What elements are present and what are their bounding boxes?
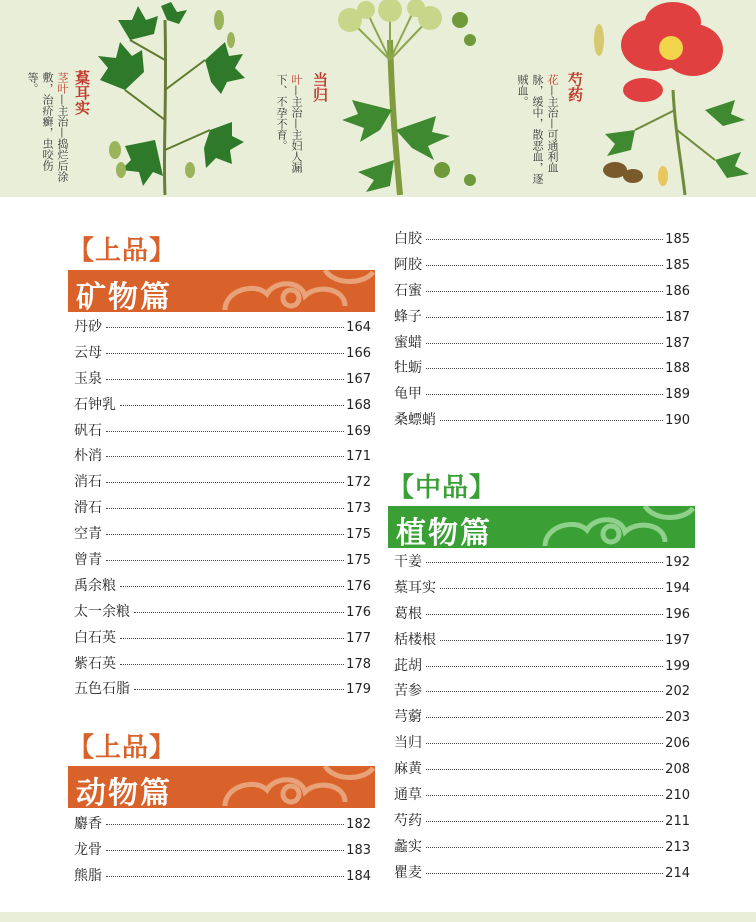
toc-entry-page: 175 <box>346 527 371 543</box>
angelica-illustration <box>330 0 490 197</box>
toc-list-animals <box>74 813 371 891</box>
toc-entry-name: 通草 <box>394 787 422 804</box>
toc-entry[interactable] <box>394 603 690 629</box>
toc-entry-page: 197 <box>665 632 690 648</box>
toc-entry-name: 桑螵蛸 <box>394 412 436 429</box>
toc-entry-page: 213 <box>665 839 690 855</box>
toc-leader-dots <box>426 614 663 615</box>
footer-band <box>0 912 756 922</box>
toc-list-animals-continued <box>394 228 690 435</box>
toc-entry[interactable] <box>74 627 371 653</box>
peony-illustration <box>585 0 756 197</box>
toc-entry-page: 196 <box>665 606 690 622</box>
chapter-header-minerals <box>68 270 375 312</box>
toc-entry[interactable] <box>394 228 690 254</box>
toc-entry-page: 177 <box>346 630 371 646</box>
toc-entry[interactable] <box>74 471 371 497</box>
toc-entry[interactable] <box>74 575 371 601</box>
toc-entry-name: 太一余粮 <box>74 603 130 620</box>
toc-entry-name: 龟甲 <box>394 386 422 403</box>
cloud-pattern-icon <box>205 766 375 808</box>
toc-entry-name: 五色石脂 <box>74 681 130 698</box>
toc-leader-dots <box>106 508 344 509</box>
grade-label <box>388 467 496 504</box>
toc-entry[interactable] <box>394 706 690 732</box>
toc-leader-dots <box>426 265 663 266</box>
toc-leader-dots <box>426 691 663 692</box>
plant1-part: 茎叶 <box>56 72 69 94</box>
toc-entry-page: 184 <box>346 868 371 884</box>
toc-entry[interactable] <box>394 862 690 888</box>
toc-entry-page: 208 <box>665 762 690 778</box>
toc-leader-dots <box>134 689 344 690</box>
toc-entry[interactable] <box>394 551 690 577</box>
toc-leader-dots <box>106 534 344 535</box>
toc-entry-page: 175 <box>346 553 371 569</box>
toc-entry-page: 187 <box>665 335 690 351</box>
toc-leader-dots <box>426 743 663 744</box>
toc-entry-page: 185 <box>665 257 690 273</box>
grade-label <box>68 230 176 267</box>
plant2-title: 当归 <box>311 72 329 102</box>
toc-entry-name: 麻黄 <box>394 761 422 778</box>
chapter-title: 动物篇 <box>76 776 172 808</box>
toc-entry[interactable] <box>74 601 371 627</box>
cocklebur-illustration <box>95 0 245 197</box>
toc-entry[interactable] <box>394 784 690 810</box>
toc-leader-dots <box>106 560 344 561</box>
toc-leader-dots <box>426 821 663 822</box>
toc-entry-name: 牡蛎 <box>394 360 422 377</box>
toc-leader-dots <box>120 638 344 639</box>
toc-entry-page: 167 <box>346 371 371 387</box>
toc-entry-name: 石蜜 <box>394 282 422 299</box>
toc-leader-dots <box>426 239 663 240</box>
toc-entry-name: 苦参 <box>394 683 422 700</box>
toc-leader-dots <box>426 368 663 369</box>
toc-leader-dots <box>106 456 344 457</box>
toc-entry[interactable] <box>394 332 690 358</box>
toc-list-minerals <box>74 316 371 704</box>
toc-entry-page: 168 <box>346 397 371 413</box>
toc-entry[interactable] <box>394 810 690 836</box>
toc-entry-page: 176 <box>346 604 371 620</box>
toc-entry-page: 176 <box>346 578 371 594</box>
toc-leader-dots <box>426 717 663 718</box>
chapter-title: 矿物篇 <box>76 280 172 312</box>
toc-entry-page: 211 <box>665 813 690 829</box>
toc-leader-dots <box>426 343 663 344</box>
toc-entry-page: 166 <box>346 345 371 361</box>
toc-entry-name: 云母 <box>74 344 102 361</box>
toc-entry[interactable] <box>74 813 371 839</box>
grade-bracket-left: 【 <box>68 733 96 763</box>
toc-leader-dots <box>426 666 663 667</box>
toc-entry[interactable] <box>394 655 690 681</box>
toc-entry[interactable] <box>74 394 371 420</box>
toc-entry[interactable] <box>74 523 371 549</box>
toc-list-plants <box>394 551 690 888</box>
toc-entry-name: 朴消 <box>74 448 102 465</box>
toc-entry-name: 矾石 <box>74 422 102 439</box>
toc-entry-name: 紫石英 <box>74 655 116 672</box>
toc-entry-page: 187 <box>665 309 690 325</box>
toc-entry-name: 白胶 <box>394 231 422 247</box>
toc-entry-name: 瞿麦 <box>394 864 422 881</box>
toc-entry-name: 熊脂 <box>74 867 102 884</box>
toc-entry[interactable] <box>394 732 690 758</box>
toc-entry-name: 当归 <box>394 735 422 752</box>
toc-entry-page: 173 <box>346 501 371 517</box>
toc-leader-dots <box>106 353 344 354</box>
toc-leader-dots <box>120 405 344 406</box>
toc-entry-name: 葛根 <box>394 605 422 622</box>
toc-entry-name: 蜜蜡 <box>394 334 422 351</box>
toc-entry[interactable] <box>394 409 690 435</box>
plant3-description <box>510 74 560 184</box>
toc-entry-page: 192 <box>665 555 690 570</box>
toc-entry-page: 214 <box>665 865 690 881</box>
grade-text: 上品 <box>95 236 150 266</box>
toc-entry[interactable] <box>74 420 371 446</box>
grade-bracket-left: 【 <box>388 473 416 503</box>
toc-entry[interactable] <box>394 280 690 306</box>
toc-leader-dots <box>106 431 344 432</box>
toc-entry[interactable] <box>74 342 371 368</box>
toc-leader-dots <box>106 379 344 380</box>
toc-entry-name: 龙骨 <box>74 841 102 858</box>
toc-entry-page: 202 <box>665 684 690 700</box>
plant1-description <box>25 72 70 182</box>
toc-entry[interactable] <box>74 497 371 523</box>
toc-leader-dots <box>106 876 344 877</box>
toc-entry-name: 蠡实 <box>394 838 422 855</box>
toc-entry-page: 210 <box>665 788 690 804</box>
toc-leader-dots <box>106 824 344 825</box>
toc-entry-page: 194 <box>665 580 690 596</box>
toc-entry-name: 葈耳实 <box>394 579 436 596</box>
toc-entry-name: 栝楼根 <box>394 631 436 648</box>
toc-entry[interactable] <box>74 316 371 342</box>
toc-entry-name: 丹砂 <box>74 319 102 335</box>
plant1-text: —主治—捣烂后涂敷，治疥癣，虫咬伤等。 <box>26 72 69 182</box>
toc-entry-page: 182 <box>346 817 371 832</box>
toc-leader-dots <box>426 769 663 770</box>
cloud-pattern-icon <box>205 270 375 312</box>
toc-entry-name: 阿胶 <box>394 256 422 273</box>
toc-leader-dots <box>426 562 663 563</box>
toc-leader-dots <box>426 394 663 395</box>
toc-entry-page: 185 <box>665 232 690 247</box>
toc-entry-page: 190 <box>665 413 690 429</box>
toc-leader-dots <box>440 640 663 641</box>
grade-bracket-right: 】 <box>149 236 177 266</box>
toc-entry-page: 171 <box>346 449 371 465</box>
toc-entry-page: 172 <box>346 475 371 491</box>
toc-entry-name: 芎藭 <box>394 709 422 726</box>
toc-entry[interactable] <box>394 758 690 784</box>
grade-bracket-right: 】 <box>469 473 497 503</box>
toc-entry-name: 石钟乳 <box>74 396 116 413</box>
toc-leader-dots <box>426 847 663 848</box>
toc-entry-page: 183 <box>346 842 371 858</box>
toc-leader-dots <box>440 420 663 421</box>
toc-entry-name: 消石 <box>74 474 102 491</box>
chapter-title: 植物篇 <box>396 516 492 548</box>
toc-entry-page: 186 <box>665 283 690 299</box>
toc-leader-dots <box>426 795 663 796</box>
toc-entry[interactable] <box>74 839 371 865</box>
toc-entry[interactable] <box>74 653 371 679</box>
toc-leader-dots <box>440 588 663 589</box>
toc-entry-name: 干姜 <box>394 554 422 570</box>
grade-text: 中品 <box>415 473 470 503</box>
toc-entry[interactable] <box>74 368 371 394</box>
toc-leader-dots <box>106 850 344 851</box>
toc-entry-page: 164 <box>346 320 371 335</box>
grade-text: 上品 <box>95 733 150 763</box>
toc-entry[interactable] <box>394 836 690 862</box>
toc-entry-name: 玉泉 <box>74 370 102 387</box>
toc-leader-dots <box>106 327 344 328</box>
plant1-title: 葈耳实 <box>73 70 91 115</box>
toc-entry-page: 206 <box>665 736 690 752</box>
toc-leader-dots <box>120 664 344 665</box>
cloud-pattern-icon <box>525 506 695 548</box>
toc-entry-page: 169 <box>346 423 371 439</box>
grade-bracket-right: 】 <box>149 733 177 763</box>
plant2-text: —主治—主妇人漏下、不孕不育。 <box>275 74 303 173</box>
toc-entry-page: 179 <box>346 682 371 698</box>
toc-entry[interactable] <box>74 445 371 471</box>
toc-leader-dots <box>426 317 663 318</box>
toc-leader-dots <box>426 873 663 874</box>
toc-entry[interactable] <box>394 357 690 383</box>
plant3-text: —主治—可通利血脉，缓中，散恶血，逐贼血。 <box>516 74 559 184</box>
toc-entry[interactable] <box>394 254 690 280</box>
grade-label <box>68 727 176 764</box>
toc-entry-name: 禹余粮 <box>74 577 116 594</box>
toc-entry[interactable] <box>74 865 371 891</box>
chapter-header-animals <box>68 766 375 808</box>
grade-bracket-left: 【 <box>68 236 96 266</box>
toc-entry-page: 178 <box>346 656 371 672</box>
plant3-title: 芍药 <box>566 72 584 102</box>
plant2-part: 叶 <box>290 74 303 85</box>
toc-leader-dots <box>134 612 344 613</box>
toc-entry-page: 188 <box>665 361 690 377</box>
toc-entry[interactable] <box>394 680 690 706</box>
toc-entry-page: 203 <box>665 710 690 726</box>
chapter-header-plants <box>388 506 695 548</box>
toc-entry[interactable] <box>394 577 690 603</box>
toc-entry[interactable] <box>394 629 690 655</box>
toc-entry-page: 189 <box>665 387 690 403</box>
toc-leader-dots <box>120 586 344 587</box>
toc-entry-page: 199 <box>665 658 690 674</box>
toc-leader-dots <box>106 482 344 483</box>
toc-entry[interactable] <box>74 678 371 704</box>
toc-entry[interactable] <box>394 383 690 409</box>
toc-leader-dots <box>426 291 663 292</box>
plant2-description <box>272 74 304 184</box>
toc-entry[interactable] <box>394 306 690 332</box>
toc-entry-name: 芍药 <box>394 812 422 829</box>
toc-entry-name: 茈胡 <box>394 657 422 674</box>
plant3-part: 花 <box>546 74 559 85</box>
toc-entry-name: 蜂子 <box>394 308 422 325</box>
toc-entry-name: 白石英 <box>74 629 116 646</box>
toc-entry-name: 空青 <box>74 526 102 543</box>
toc-entry[interactable] <box>74 549 371 575</box>
toc-entry-name: 麝香 <box>74 816 102 832</box>
toc-entry-name: 滑石 <box>74 500 102 517</box>
toc-entry-name: 曾青 <box>74 552 102 569</box>
